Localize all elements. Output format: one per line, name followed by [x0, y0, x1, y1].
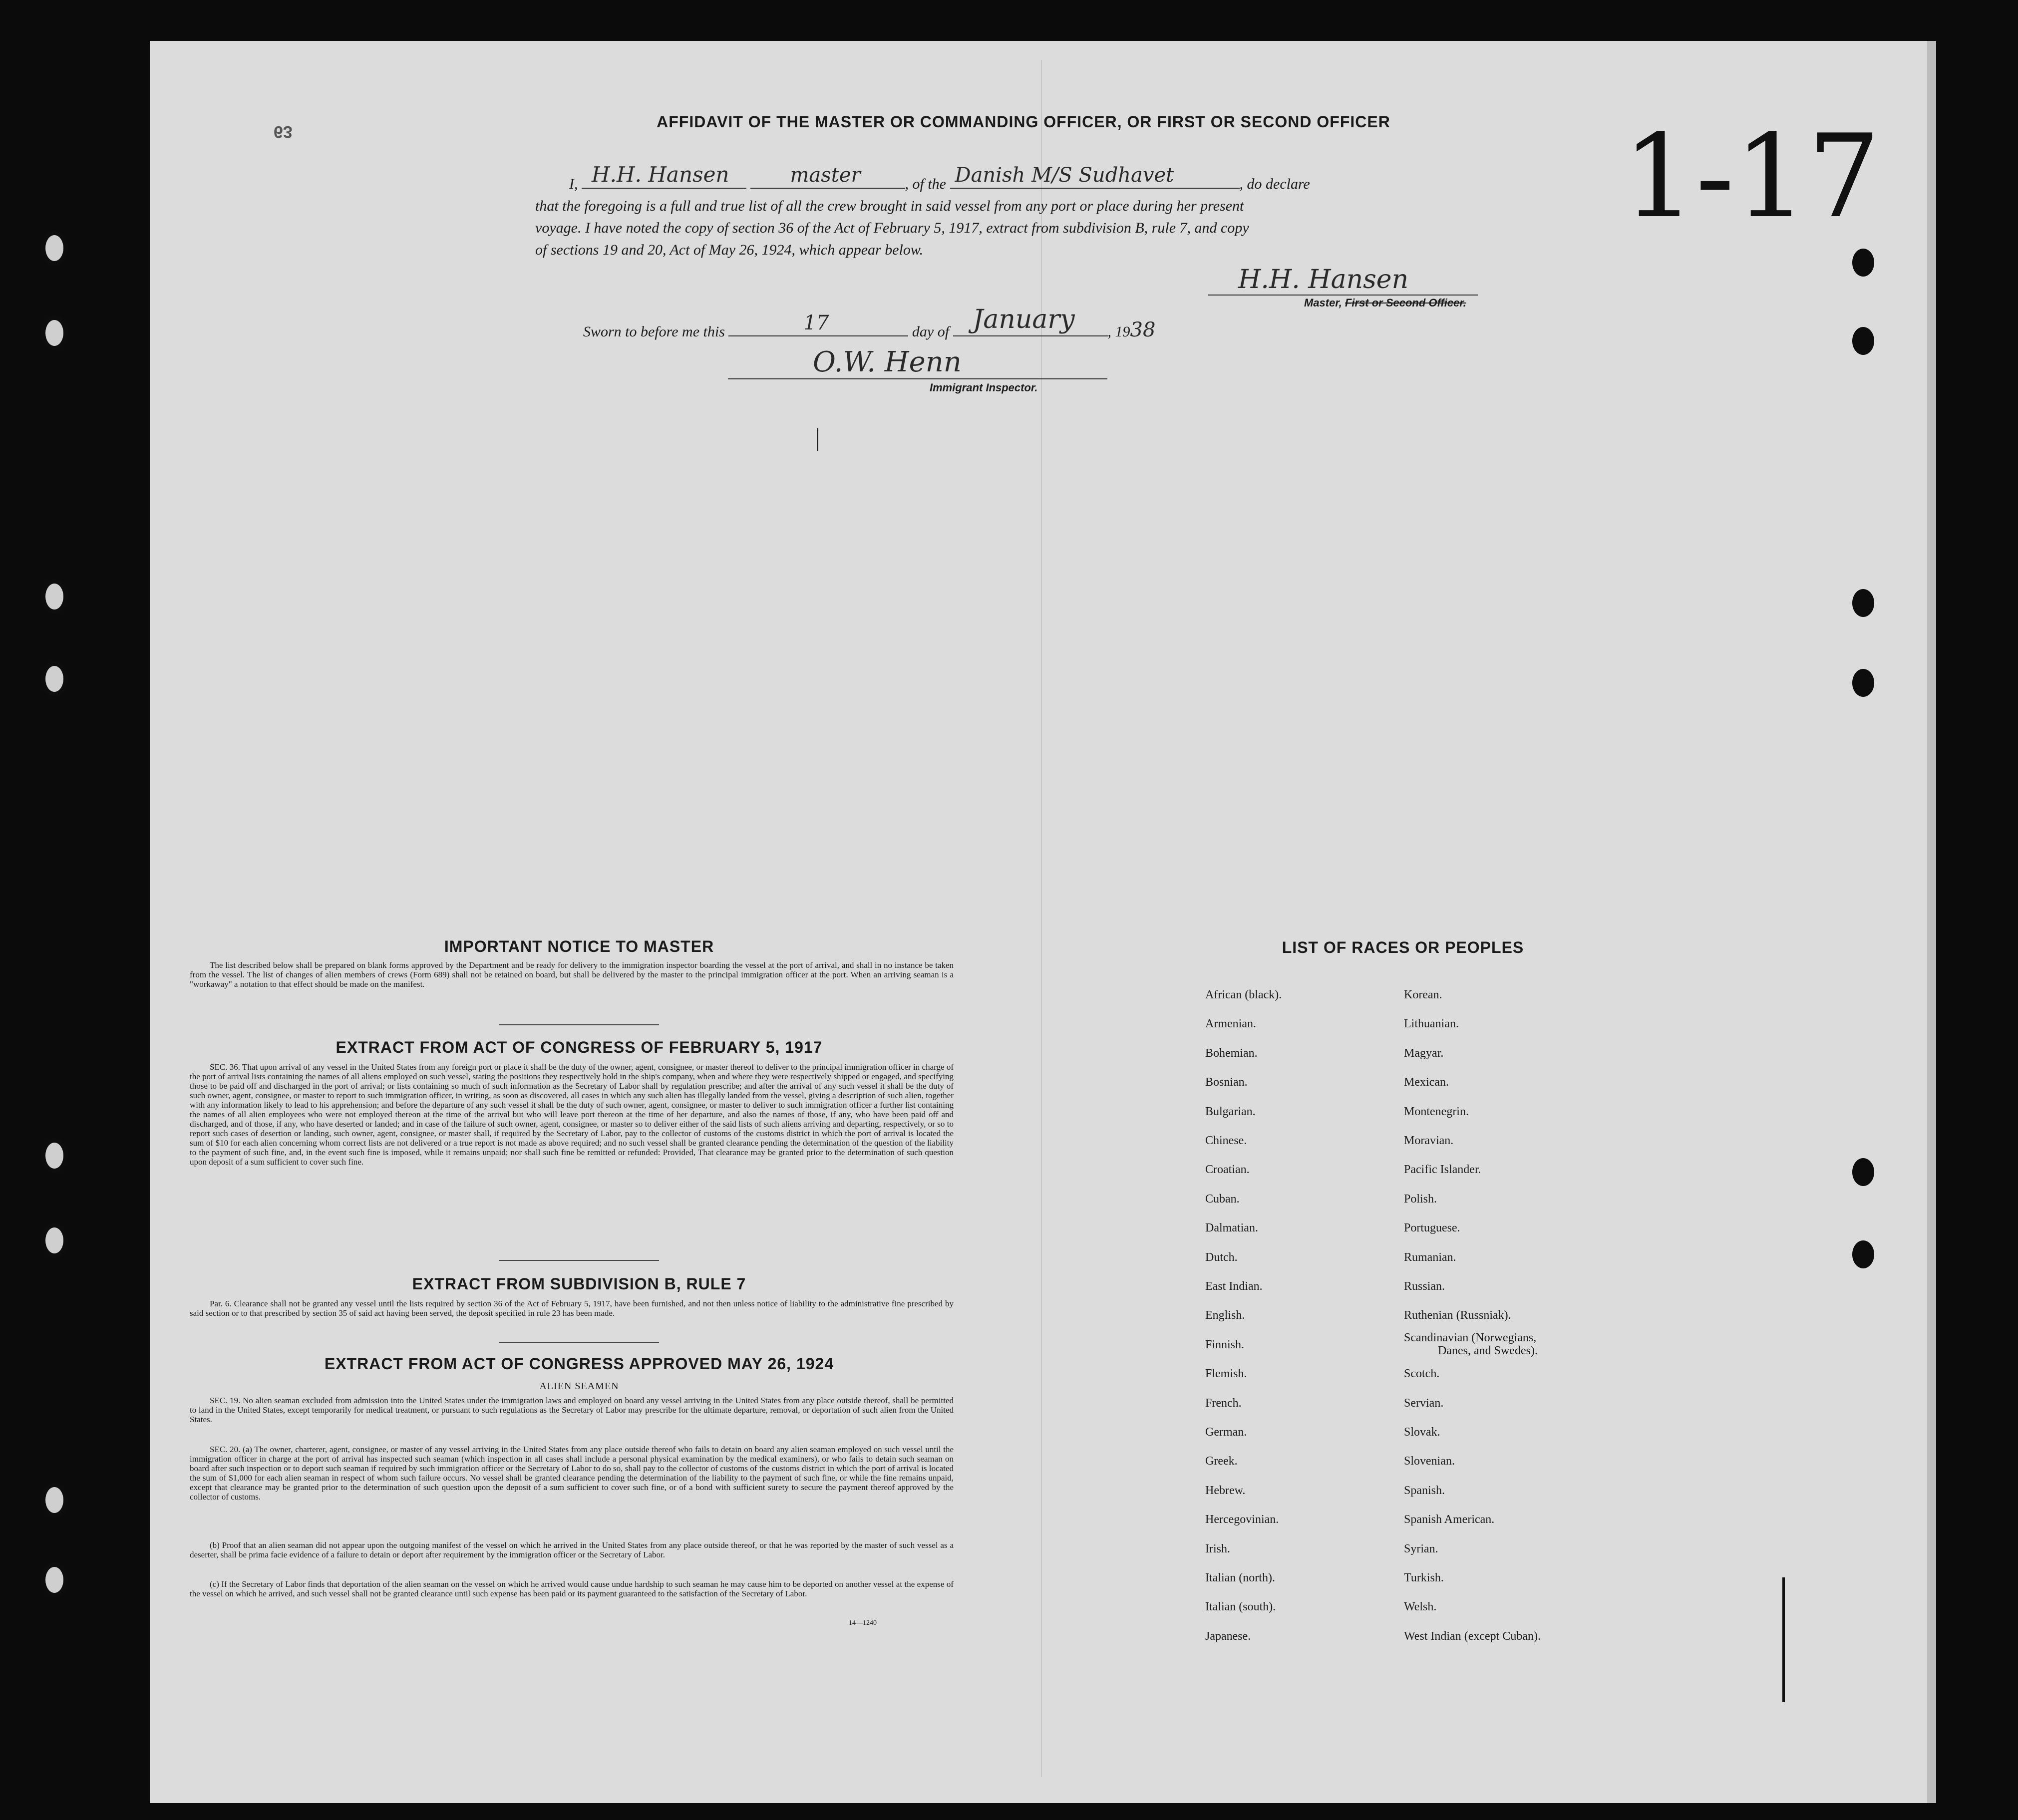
race-item: Italian (north).: [1205, 1571, 1275, 1584]
right-punch-hole: [1852, 1158, 1874, 1186]
inspector-signature: O.W. Henn: [813, 346, 962, 378]
sworn-month-field: January: [953, 335, 1108, 336]
race-item: East Indian.: [1205, 1280, 1263, 1293]
master-signature-line: [1208, 267, 1478, 296]
sec-20c-text: (c) If the Secretary of Labor finds that deportation of the alien seaman on the vessel on which he arrived would cause undue hardship to such seaman he may cause him to be deported on another vessel at the expense of the vessel on which he arrived, and such vessel shall not be granted clearance until such expense has been paid or its payment guaranteed to the satisfaction of the Secretary of Labor.: [190, 1579, 954, 1598]
right-punch-hole: [1852, 327, 1874, 355]
race-item: Lithuanian.: [1404, 1017, 1459, 1031]
race-item: West Indian (except Cuban).: [1404, 1629, 1541, 1643]
race-item: Syrian.: [1404, 1542, 1438, 1555]
race-item: Rumanian.: [1404, 1250, 1456, 1264]
race-item: Armenian.: [1205, 1017, 1256, 1031]
right-punch-hole: [1852, 589, 1874, 617]
inspector-signature-line: [728, 346, 1107, 379]
ink-mark: [1782, 1577, 1785, 1702]
race-item: Servian.: [1404, 1396, 1444, 1410]
vessel-field: Danish M/S Sudhavet: [950, 188, 1240, 189]
sheet-number: 1-17: [1623, 110, 1881, 244]
i-label: I,: [569, 176, 578, 192]
do-declare-label: , do declare: [1239, 176, 1310, 192]
left-punch-hole: [41, 661, 68, 696]
signer-role: Master, First or Second Officer.: [1304, 297, 1466, 309]
race-item: Ruthenian (Russniak).: [1404, 1309, 1511, 1322]
races-title: LIST OF RACES OR PEOPLES: [1282, 938, 1524, 956]
left-punch-hole: [41, 1483, 68, 1517]
extract-1924-subtitle: ALIEN SEAMEN: [539, 1381, 619, 1392]
race-item: Pacific Islander.: [1404, 1163, 1481, 1177]
extract-1917-body: SEC. 36. That upon arrival of any vessel in the United States from any foreign port or place it shall be the duty of the owner, agent, consignee, or master thereof to deliver to the principal immigration officer in charge of the port of arrival lists containing the names of all aliens employed on such vessel, stating the positions they respectively hold in the ship's company, when and where they were respectively shipped or engaged, and specifying those to be paid off and discharged in the port of arrival; or lists containing so much of such information as the Secretary of Labor shall by regulation prescribe; and after the arrival of any such vessel it shall be the duty of such owner, agent, consignee, or master to report to such immigration officer, in writing, as soon as discovered, all cases in which any such alien has illegally landed from the vessel, giving a description of such alien, together with any information likely to lead to his apprehension; and before the departure of any such vessel it shall be the duty of such owner, agent, consignee, or master to deliver to such immigration officer a further list containing the names of all alien employees who were not employed thereon at the time of the arrival but who will leave port thereon at the time of her departure, and also the names of those, if any, who have been paid off and discharged, and of those, if any, who have deserted or landed; and in case of the failure of such owner, agent, consignee, or master so to deliver either of the said lists of such aliens arriving and departing, respectively, or so to report such cases of desertion or landing, such owner, agent, consignee, or master shall, if required by the Secretary of Labor, pay to the collector of customs of the customs district in which the port of arrival is located the sum of $10 for each alien concerning whom correct lists are not delivered or a true report is not made as above required; and no such vessel shall be granted clearance pending the determination of the question of the liability to the payment of such fine, and, in the event such fine is imposed, while it remains unpaid; nor shall such fine be remitted or refunded: Provided, That clearance may be granted prior to the determination of such question upon deposit of a sum sufficient to cover such fine.: [190, 1062, 954, 1167]
race-item: Montenegrin.: [1404, 1105, 1469, 1118]
left-punch-hole: [41, 1223, 68, 1258]
master-name-field: H.H. Hansen: [582, 188, 746, 189]
affidavit-line-4: of sections 19 and 20, Act of May 26, 1924, which appear below.: [535, 242, 924, 258]
race-item: Spanish.: [1404, 1484, 1445, 1497]
sworn-day-field: 17: [728, 335, 908, 336]
affidavit-line-1: [569, 162, 1310, 193]
right-punch-hole: [1852, 1240, 1874, 1268]
race-item: Scotch.: [1404, 1367, 1440, 1381]
affidavit-line-2: that the foregoing is a full and true list of all the crew brought in said vessel from any port or place during her present: [535, 198, 1244, 214]
sec-19-text: SEC. 19. No alien seaman excluded from admission into the United States under the immigration laws and employed on board any vessel arriving in the United States from any place outside thereof, shall be permitted to land in the United States, except temporarily for medical treatment, or pursuant to such regulations as the Secretary of Labor may prescribe for the ultimate departure, removal, or deportation of such alien from the United States.: [190, 1396, 954, 1424]
race-item: Greek.: [1205, 1455, 1238, 1468]
divider: [499, 1024, 659, 1025]
race-item: Finnish.: [1205, 1338, 1245, 1351]
race-item: Irish.: [1205, 1542, 1230, 1555]
ink-mark: [817, 428, 818, 451]
extract-1924-title: EXTRACT FROM ACT OF CONGRESS APPROVED MAY 26, 1924: [324, 1355, 834, 1373]
race-item: Hebrew.: [1205, 1484, 1246, 1497]
left-punch-hole: [41, 579, 68, 614]
right-punch-hole: [1852, 249, 1874, 277]
race-item: Scandinavian (Norwegians,: [1404, 1331, 1537, 1344]
divider: [499, 1260, 659, 1261]
race-item: Japanese.: [1205, 1629, 1251, 1643]
race-item: Turkish.: [1404, 1571, 1444, 1584]
sec-20b-text: (b) Proof that an alien seaman did not appear upon the outgoing manifest of the vessel on which he arrived in the United States from any place outside thereof, or that he was reported by the master of such vessel as a deserter, shall be prima facie evidence of a failure to detain or deport after requirement by the immigration officer or the Secretary of Labor.: [190, 1540, 954, 1559]
sworn-line: Sworn to before me this 17 day of January , 1938: [583, 304, 1156, 341]
corner-mark: 63: [274, 122, 293, 141]
race-item: Dalmatian.: [1205, 1221, 1258, 1235]
of-the-label: , of the: [905, 176, 946, 192]
form-number: 14—1240: [849, 1619, 877, 1627]
race-item: Flemish.: [1205, 1367, 1247, 1381]
race-item: Welsh.: [1404, 1600, 1437, 1614]
role-field: master: [750, 188, 905, 189]
race-item: Croatian.: [1205, 1163, 1250, 1177]
master-signature: H.H. Hansen: [1238, 265, 1409, 295]
race-item: English.: [1205, 1309, 1245, 1322]
inspector-label: Immigrant Inspector.: [930, 381, 1038, 394]
affidavit-line-3: voyage. I have noted the copy of section 36 of the Act of February 5, 1917, extract from subdivision B, rule 7, and copy: [535, 220, 1249, 236]
extract-1917-title: EXTRACT FROM ACT OF CONGRESS OF FEBRUARY 5, 1917: [336, 1038, 823, 1056]
race-item: Magyar.: [1404, 1046, 1444, 1060]
race-item: Korean.: [1404, 988, 1442, 1001]
race-item: Cuban.: [1205, 1192, 1240, 1206]
left-punch-hole: [41, 315, 68, 350]
race-item: Dutch.: [1205, 1250, 1238, 1264]
divider: [499, 1342, 659, 1343]
sec-20a-text: SEC. 20. (a) The owner, charterer, agent, consignee, or master of any vessel arriving in the United States from any place outside thereof who fails to detain on board any alien seaman employed on such vessel until the immigration officer in charge at the port of arrival has inspected such seaman (which inspection in all cases shall include a personal physical examination by the medical examiners), or who fails to detain such seaman on board after such inspection or to deport such seaman if required by such immigration officer or the Secretary of Labor to do so, shall pay to the collector of customs of the customs district in which the port of arrival is located the sum of $1,000 for each alien seaman in respect of whom such failure occurs. No vessel shall be granted clearance pending the determination of the liability to the payment of such fine, or while the fine remains unpaid, except that clearance may be granted prior to the determination of such question upon the deposit of a sum sufficient to cover such fine, or of a bond with sufficient surety to secure the payment thereof approved by the collector of customs.: [190, 1445, 954, 1502]
race-item: African (black).: [1205, 988, 1282, 1001]
notice-title: IMPORTANT NOTICE TO MASTER: [444, 937, 714, 955]
race-item: Italian (south).: [1205, 1600, 1276, 1614]
sworn-year: 38: [1130, 318, 1156, 341]
race-item: Chinese.: [1205, 1134, 1247, 1147]
left-punch-hole: [41, 1138, 68, 1173]
race-item: Russian.: [1404, 1280, 1445, 1293]
race-item: Slovenian.: [1404, 1455, 1455, 1468]
left-punch-hole: [41, 1562, 68, 1597]
affidavit-title: AFFIDAVIT OF THE MASTER OR COMMANDING OFFICER, OR FIRST OR SECOND OFFICER: [657, 113, 1390, 131]
race-item: French.: [1205, 1396, 1242, 1410]
race-item: Bohemian.: [1205, 1046, 1258, 1060]
race-item: German.: [1205, 1426, 1247, 1439]
left-punch-hole: [41, 231, 68, 266]
race-item: Bosnian.: [1205, 1076, 1248, 1089]
race-item: Slovak.: [1404, 1426, 1440, 1439]
race-item: Portuguese.: [1404, 1221, 1460, 1235]
subdivision-body: Par. 6. Clearance shall not be granted any vessel until the lists required by section 36 of the Act of February 5, 1917, have been furnished, and not then unless notice of liability to the administrative fine prescribed by said section or to that prescribed by section 35 of said act having been served, the deposit specified in rule 23 has been made.: [190, 1299, 954, 1318]
race-item: Hercegovinian.: [1205, 1513, 1279, 1526]
race-item: Moravian.: [1404, 1134, 1454, 1147]
race-item: Spanish American.: [1404, 1513, 1495, 1526]
subdivision-title: EXTRACT FROM SUBDIVISION B, RULE 7: [412, 1275, 746, 1293]
race-item: Bulgarian.: [1205, 1105, 1256, 1118]
race-item: Mexican.: [1404, 1076, 1449, 1089]
notice-body: The list described below shall be prepared on blank forms approved by the Department and be ready for delivery to the immigration inspector boarding the vessel at the port of arrival, and shall in no instance be taken from the vessel. The list of changes of alien members of crews (Form 689) shall not be retained on board, but shall be delivered by the master to the principal immigration officer at the port. When an arriving seaman is a "workaway" a notation to that effect should be made on the manifest.: [190, 960, 954, 989]
right-punch-hole: [1852, 669, 1874, 697]
race-item-continuation: Danes, and Swedes).: [1438, 1344, 1538, 1357]
race-item: Polish.: [1404, 1192, 1437, 1206]
